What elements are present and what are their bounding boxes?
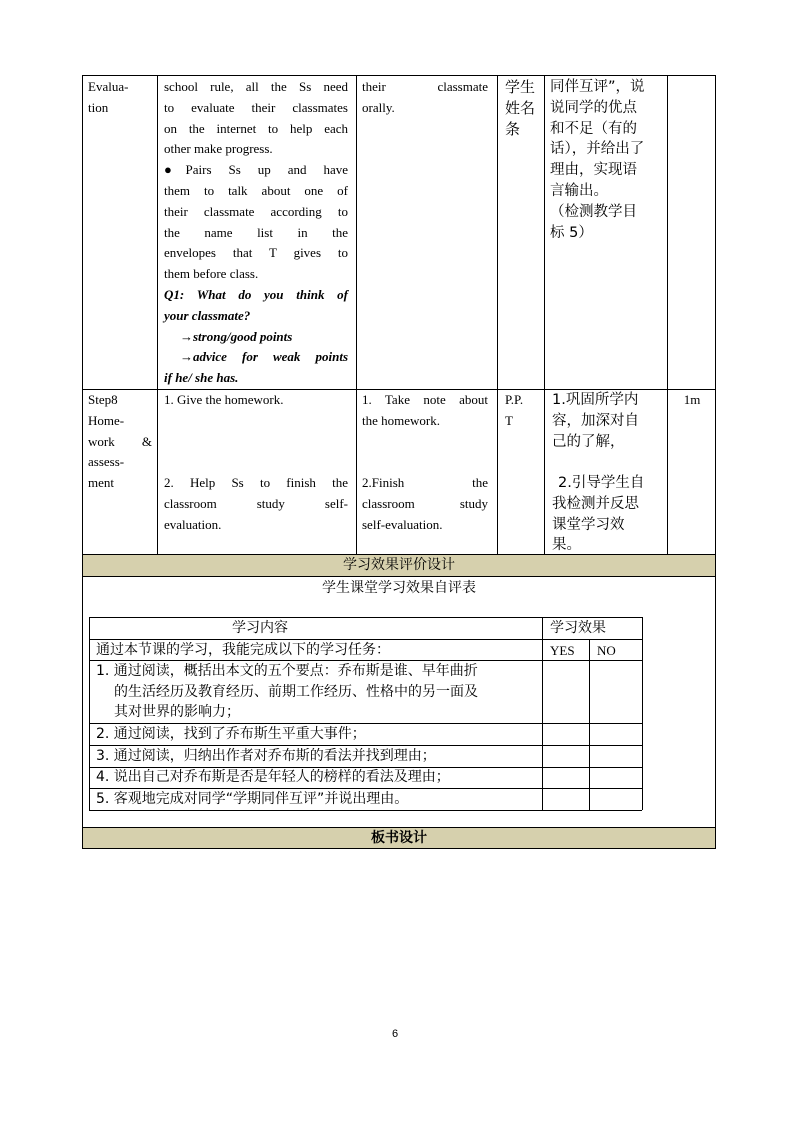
teacher-activity-line: evaluation. (164, 516, 222, 532)
board-design-title: 板书设计 (371, 830, 427, 846)
col-header-content: 学习内容 (232, 620, 288, 636)
purpose-line: 容，加深对自 (552, 412, 639, 429)
self-eval-rule (589, 639, 590, 810)
purpose-cell (552, 390, 666, 452)
yes-header: YES (550, 643, 575, 658)
table-right-border (715, 75, 716, 849)
column-divider (667, 75, 668, 554)
question-line: →advice for weak points (180, 349, 348, 365)
step-cell (88, 390, 152, 494)
teacher-activity-line: 2. Help Ss to finish the (164, 475, 348, 490)
student-activity-line: the homework. (362, 412, 440, 428)
student-activity-line: self-evaluation. (362, 516, 443, 532)
purpose-line: 1.巩固所学内 (552, 392, 639, 408)
no-header: NO (597, 643, 616, 658)
step-text: Home- (88, 412, 125, 428)
purpose-line: 和不足（有的 (550, 120, 637, 137)
self-eval-rule (89, 617, 90, 810)
media-line: 学生 (505, 78, 536, 96)
table-left-border (82, 75, 83, 849)
student-activity-cell (362, 473, 488, 535)
time-text: 1m (683, 392, 701, 407)
student-activity-cell (362, 390, 488, 432)
self-eval-item-1 (96, 661, 478, 723)
col-header-effect: 学习效果 (550, 620, 606, 636)
student-activity-line: orally. (362, 99, 395, 115)
teacher-activity-line: their classmate according to (164, 203, 348, 219)
self-eval-item-4: 4. 说出自己对乔布斯是否是年轻人的榜样的看法及理由； (96, 769, 450, 785)
media-cell (505, 77, 543, 139)
column-divider (356, 75, 357, 554)
purpose-line: 标 5） (550, 224, 593, 241)
teacher-activity-cell (164, 473, 348, 535)
purpose-cell (550, 77, 666, 243)
teacher-activity-line: envelopes that T gives to (164, 245, 348, 261)
step-text: Step8 (88, 392, 118, 407)
teacher-activity-line: on the internet to help each (164, 120, 348, 136)
teacher-activity-cell (164, 77, 348, 389)
step-text: work & (88, 433, 152, 449)
teacher-activity-line: classroom study self- (164, 495, 348, 511)
purpose-line: 说同学的优点 (550, 99, 637, 116)
teacher-activity-line: them before class. (164, 266, 259, 282)
step-cell (88, 77, 152, 119)
step-text: ment (88, 475, 114, 491)
purpose-cell (552, 473, 666, 556)
teacher-activity-line: school rule, all the Ss need (164, 79, 348, 94)
media-line: T (505, 412, 513, 428)
self-eval-rule (642, 617, 643, 810)
self-eval-intro: 通过本节课的学习，我能完成以下的学习任务： (96, 642, 390, 658)
column-divider (544, 75, 545, 554)
self-eval-item-2: 2. 通过阅读，找到了乔布斯生平重大事件； (96, 726, 366, 742)
question-line: Q1: What do you think of (164, 286, 348, 302)
table-top-rule (82, 75, 716, 76)
step-text: Evalua- (88, 79, 129, 94)
purpose-line: 同伴互评”，说 (550, 79, 645, 95)
media-line: P.P. (505, 392, 524, 407)
media-cell (505, 390, 543, 432)
table-bottom-rule (82, 848, 716, 849)
purpose-line: 课堂学习效 (552, 516, 625, 533)
self-eval-item-line: 1. 通过阅读，概括出本文的五个要点：乔布斯是谁、早年曲折 (96, 663, 478, 679)
teacher-activity-line: to evaluate their classmates (164, 99, 348, 115)
self-eval-item-5: 5. 客观地完成对同学“学期同伴互评”并说出理由。 (96, 791, 409, 807)
purpose-line: 言输出。 (550, 182, 608, 199)
purpose-line: （检测教学目 (550, 203, 637, 220)
self-eval-rule (542, 617, 543, 810)
purpose-line: 我检测并反思 (552, 495, 639, 512)
section-title: 学习效果评价设计 (343, 557, 455, 573)
self-eval-item-3: 3. 通过阅读，归纳出作者对乔布斯的看法并找到理由； (96, 748, 436, 764)
media-line: 姓名 (505, 98, 536, 117)
teacher-activity-line: other make progress. (164, 141, 273, 157)
question-line: →strong/good points (180, 328, 293, 344)
teacher-activity-line: them to talk about one of (164, 182, 348, 198)
teacher-activity-cell (164, 390, 348, 411)
column-divider (497, 75, 498, 554)
time-cell (672, 390, 712, 411)
step-text: tion (88, 99, 109, 115)
student-activity-line: 1. Take note about (362, 392, 488, 407)
student-activity-line: 2.Finish the (362, 475, 488, 490)
media-line: 条 (505, 119, 521, 138)
purpose-line: 己的了解， (552, 433, 625, 450)
purpose-line: 2.引导学生自 (558, 475, 645, 491)
self-eval-title: 学生课堂学习效果自评表 (322, 580, 476, 596)
teacher-activity-line: the name list in the (164, 224, 348, 240)
student-activity-line: their classmate (362, 79, 488, 94)
question-line: your classmate? (164, 307, 251, 323)
purpose-line: 果。 (552, 537, 581, 554)
self-eval-item-line: 的生活经历及教育经历、前期工作经历、性格中的另一面及 (114, 683, 478, 700)
column-divider (157, 75, 158, 554)
self-eval-item-line: 其对世界的影响力； (114, 704, 240, 720)
purpose-line: 理由，实现语 (550, 162, 637, 179)
question-line: if he/ she has. (164, 370, 239, 386)
purpose-line: 话），并给出了 (550, 141, 645, 158)
page-number: 6 (392, 1028, 399, 1040)
teacher-activity-line: ●Pairs Ss up and have (164, 162, 348, 178)
student-activity-cell (362, 77, 488, 119)
self-eval-rule (89, 810, 642, 811)
step-text: assess- (88, 454, 125, 470)
student-activity-line: classroom study (362, 495, 488, 511)
teacher-activity-line: 1. Give the homework. (164, 392, 284, 407)
